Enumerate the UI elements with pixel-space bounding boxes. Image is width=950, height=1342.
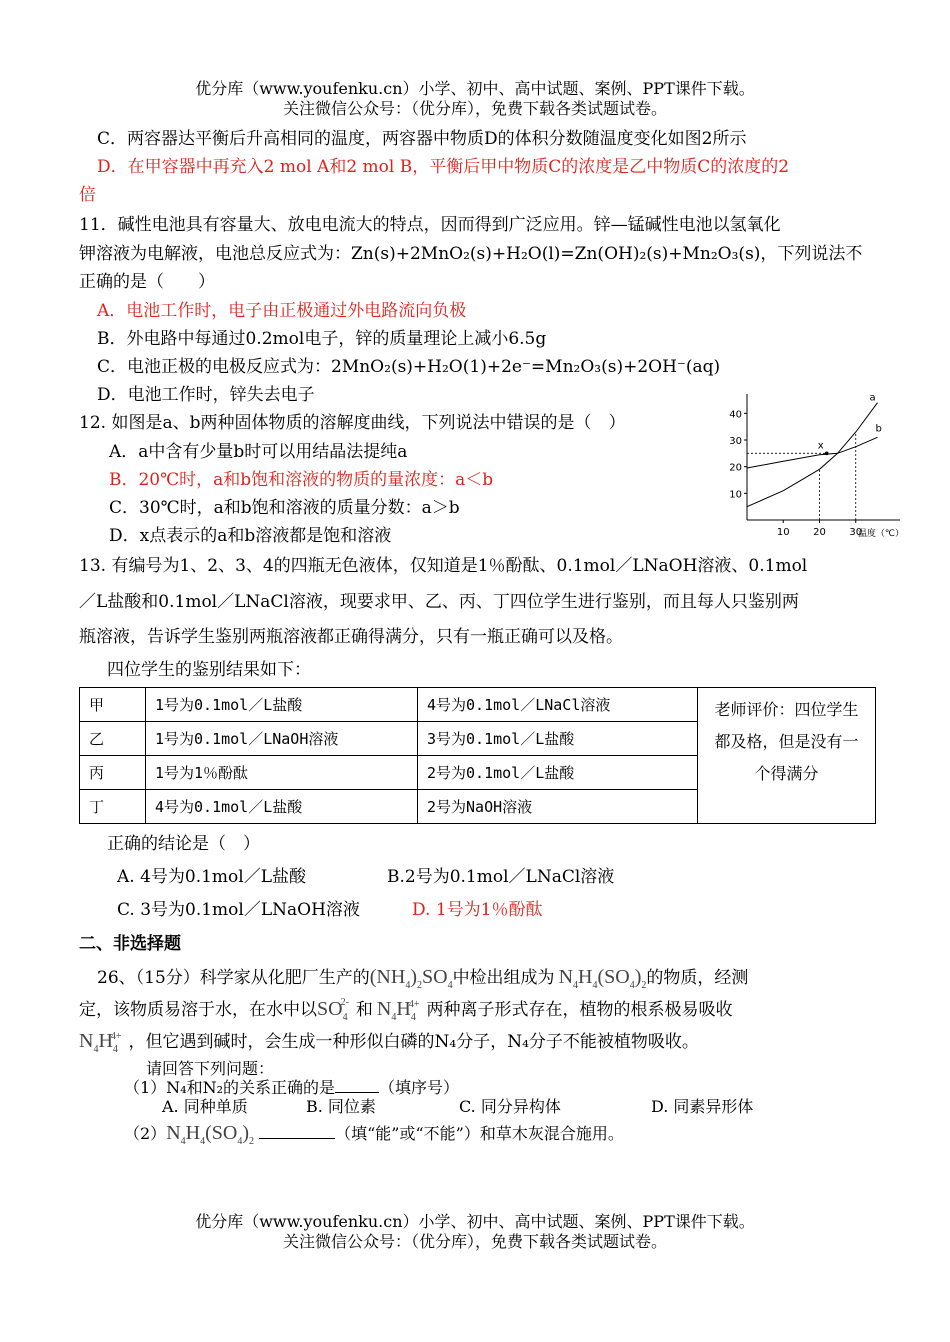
q13-option-d: D. 1号为1％酚酞 (412, 900, 543, 920)
formula-n4h4-ion: $N_4H_4^{4+}$ (79, 1030, 122, 1055)
q26-sub-1-option-b: B. 同位素 (306, 1097, 376, 1116)
result-cell: 1号为1％酚酞 (146, 756, 418, 790)
q26-line-1-c: 的物质，经测 (646, 968, 749, 988)
q26-line-2-c: 两种离子形式存在，植物的根系极易吸收 (426, 1000, 733, 1020)
q26-line-2 (79, 998, 732, 1021)
q11-stem-2-post: ，下列说法不 (760, 244, 863, 264)
formula-n4h4-ion: $N_4H_4^{4+}$ (372, 998, 420, 1023)
solubility-chart (722, 392, 907, 540)
q26-line-1-b: 中检出组成为 (452, 968, 555, 988)
result-cell: 4号为0.1mol／LNaCl溶液 (418, 688, 698, 722)
results-table (79, 687, 876, 824)
q11-option-a: A．电池工作时，电子由正极通过外电路流向负极 (97, 301, 467, 321)
y-tick-label: 20 (729, 462, 742, 474)
q26-sub-2-label: （2） (124, 1124, 167, 1143)
formula-sulfate-ion: $SO_4^{2-}$ (317, 997, 349, 1023)
student-cell: 丙 (80, 756, 146, 790)
q26-sub-1-tail: （填序号） (379, 1078, 460, 1097)
q13-option-a: A. 4号为0.1mol／L盐酸 (117, 867, 307, 887)
formula-ammonium-sulfate: $(NH_4)_2SO_4$ (369, 966, 453, 991)
q26-sub-1-option-d: D. 同素异形体 (651, 1097, 754, 1116)
header-line-2: 关注微信公众号：（优分库），免费下载各类试题试卷。 (282, 99, 667, 118)
y-tick-label: 40 (729, 409, 742, 421)
formula-n4h4so42: $N_4H_4(SO_4)_2$ (554, 966, 647, 991)
q10-option-d: D．在甲容器中再充入2 mol A和2 mol B，平衡后甲中物质C的浓度是乙中物质C的浓度的2 (97, 157, 790, 177)
series-a-label: a (869, 392, 876, 404)
teacher-evaluation: 老师评价：四位学生都及格，但是没有一个得满分 (698, 688, 876, 824)
q11-stem-2 (79, 243, 862, 265)
x-axis-label: 温度（℃） (857, 529, 904, 539)
x-tick-label: 30 (849, 527, 863, 538)
q13-intro: 四位学生的鉴别结果如下： (107, 660, 311, 680)
q11-electrode-equation: 2MnO₂(s)+H₂O(1)+2e⁻=Mn₂O₃(s)+2OH⁻(aq) (331, 357, 721, 377)
q11-stem-2-pre: 钾溶液为电解液，电池总反应式为： (79, 244, 351, 264)
q10-option-c: C．两容器达平衡后升高相同的温度，两容器中物质D的体积分数随温度变化如图2所示 (97, 129, 747, 149)
q26-sub-1 (124, 1076, 459, 1098)
q11-option-b: B．外电路中每通过0.2mol电子，锌的质量理论上减小6.5g (97, 329, 547, 349)
q12-stem: 12. 如图是a、b两种固体物质的溶解度曲线，下列说法中错误的是（ ） (79, 413, 626, 433)
y-tick-label: 30 (729, 436, 742, 447)
result-cell: 2号为0.1mol／L盐酸 (418, 756, 698, 790)
student-cell: 甲 (80, 688, 146, 722)
intersection-label: x (817, 440, 824, 452)
q11-option-c (97, 356, 720, 378)
intersection-point (825, 452, 829, 456)
result-cell: 2号为NaOH溶液 (418, 790, 698, 824)
q26-sub-1-option-a: A. 同种单质 (162, 1097, 248, 1116)
section-title: 二、非选择题 (79, 934, 181, 954)
table-row (80, 688, 876, 722)
footer-line-2: 关注微信公众号：（优分库），免费下载各类试题试卷。 (282, 1232, 667, 1251)
series-a-curve (747, 403, 878, 507)
q12-option-b: B．20℃时，a和b饱和溶液的物质的量浓度：a＜b (109, 470, 494, 490)
series-b-curve (747, 437, 878, 468)
q26-line-1 (97, 966, 748, 989)
q26-sub-1-option-c: C. 同分异构体 (459, 1097, 561, 1116)
q26-line-3 (79, 1030, 699, 1053)
q11-option-c-pre: C．电池正极的电极反应式为： (97, 357, 332, 377)
footer-line-1: 优分库（www.youfenku.cn）小学、初中、高中试题、案例、PPT课件下载。 (195, 1212, 755, 1231)
q13-option-c: C. 3号为0.1mol／LNaOH溶液 (117, 900, 360, 920)
q12-option-d: D．x点表示的a和b溶液都是饱和溶液 (109, 526, 392, 546)
q13-stem-3: 瓶溶液，告诉学生鉴别两瓶溶液都正确得满分，只有一瓶正确可以及格。 (79, 627, 623, 647)
q13-stem-2: ／L盐酸和0.1mol／LNaCl溶液，现要求甲、乙、丙、丁四位学生进行鉴别，而且每人只鉴别两 (79, 592, 799, 612)
q26-line-3-b: ，但它遇到碱时，会生成一种形似白磷的N₄分子，N₄分子不能被植物吸收。 (128, 1032, 699, 1052)
formula-n4h4so42: $N_4H_4(SO_4)_2$ (166, 1122, 254, 1147)
q26-line-2-a: 定，该物质易溶于水，在水中以 (79, 1000, 317, 1020)
q11-stem-1: 11．碱性电池具有容量大、放电电流大的特点，因而得到广泛应用。锌—锰碱性电池以氢氧化 (79, 215, 781, 235)
q11-reaction-equation: Zn(s)+2MnO₂(s)+H₂O(l)=Zn(OH)₂(s)+Mn₂O₃(s) (351, 244, 761, 264)
result-cell: 1号为0.1mol／L盐酸 (146, 688, 418, 722)
q13-conclusion: 正确的结论是（ ） (107, 834, 260, 854)
result-cell: 1号为0.1mol／LNaOH溶液 (146, 722, 418, 756)
q13-stem-1: 13. 有编号为1、2、3、4的四瓶无色液体，仅知道是1％酚酞、0.1mol／LNaOH溶液、0.1mol (79, 556, 808, 576)
x-tick-label: 10 (776, 527, 790, 538)
answer-blank[interactable] (259, 1122, 335, 1139)
q26-sub-2 (124, 1122, 624, 1145)
student-cell: 乙 (80, 722, 146, 756)
answer-blank[interactable] (335, 1076, 379, 1093)
q13-option-b: B.2号为0.1mol／LNaCl溶液 (387, 867, 615, 887)
q26-line-1-a: 26、（15分）科学家从化肥厂生产的 (97, 968, 370, 988)
q26-sub-1-label: （1）N₄和N₂的关系正确的是 (124, 1078, 336, 1097)
q12-option-c: C．30℃时，a和b饱和溶液的质量分数：a＞b (109, 498, 460, 518)
q12-option-a: A．a中含有少量b时可以用结晶法提纯a (109, 442, 408, 462)
q11-option-d: D．电池工作时，锌失去电子 (97, 385, 315, 405)
student-cell: 丁 (80, 790, 146, 824)
q10-option-d-cont: 倍 (79, 185, 96, 205)
y-tick-label: 10 (729, 489, 742, 501)
q26-line-2-b: 和 (355, 1000, 373, 1020)
q26-prompt: 请回答下列问题： (146, 1059, 275, 1078)
q11-stem-3: 正确的是（ ） (79, 272, 215, 292)
result-cell: 3号为0.1mol／L盐酸 (418, 722, 698, 756)
series-b-label: b (875, 423, 882, 435)
result-cell: 4号为0.1mol／L盐酸 (146, 790, 418, 824)
q26-sub-2-tail: （填“能”或“不能”）和草木灰混合施用。 (335, 1124, 624, 1143)
x-tick-label: 20 (813, 527, 826, 538)
header-line-1: 优分库（www.youfenku.cn）小学、初中、高中试题、案例、PPT课件下载。 (195, 79, 755, 98)
